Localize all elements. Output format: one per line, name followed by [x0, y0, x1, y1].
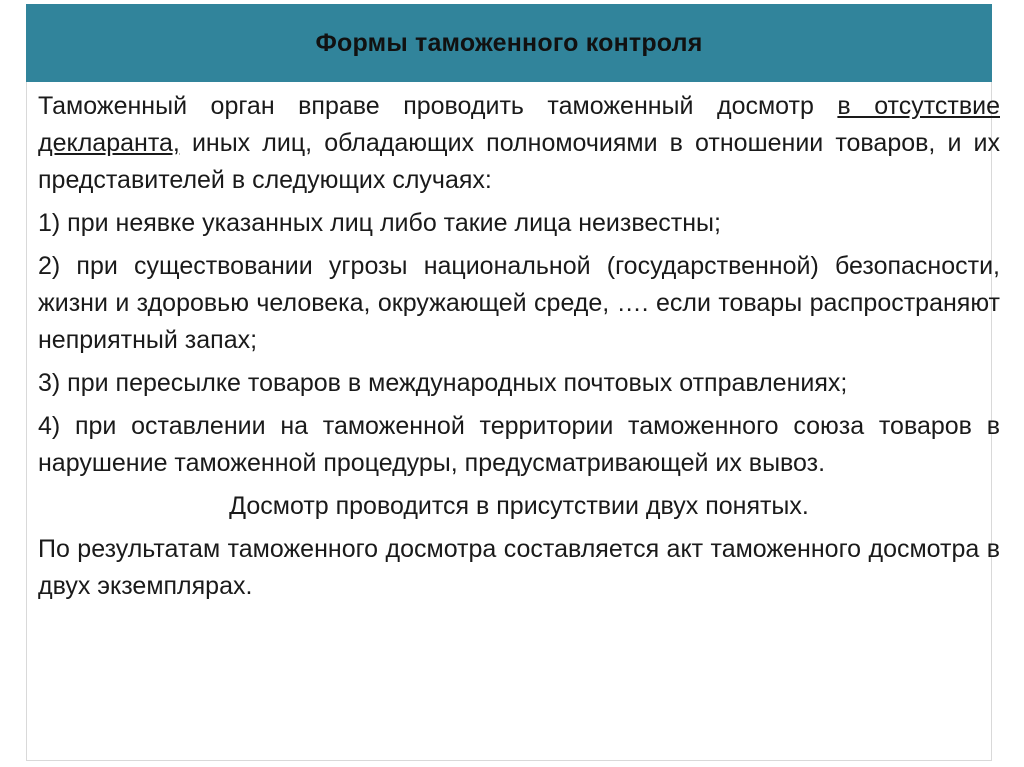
case-item-1: 1) при неявке указанных лиц либо такие лица неизвестны;	[38, 209, 721, 237]
slide-body	[38, 88, 1000, 611]
witnesses-note: Досмотр проводится в присутствии двух понятых.	[229, 492, 809, 520]
case-item-2: 2) при существовании угрозы национальной (государственной) безопасности, жизни и здоровью человека, окружающей среде, …. если товары распространяют неприятный запах;	[38, 252, 1000, 354]
title-bar	[26, 4, 992, 82]
case-item-3: 3) при пересылке товаров в международных почтовых отправлениях;	[38, 369, 848, 397]
result-note: По результатам таможенного досмотра составляется акт таможенного досмотра в двух экземплярах.	[38, 535, 1000, 600]
intro-underlined-phrase: в отсутствие декларанта,	[38, 92, 1000, 157]
intro-text-start: Таможенный орган вправе проводить таможенный досмотр	[38, 92, 838, 120]
intro-paragraph	[38, 88, 1000, 199]
slide-title: Формы таможенного контроля	[315, 28, 703, 57]
case-item-4: 4) при оставлении на таможенной территории таможенного союза товаров в нарушение таможенной процедуры, предусматривающей их вывоз.	[38, 412, 1000, 477]
intro-text-end: иных лиц, обладающих полномочиями в отношении товаров, и их представителей в следующих случаях:	[38, 129, 1000, 194]
